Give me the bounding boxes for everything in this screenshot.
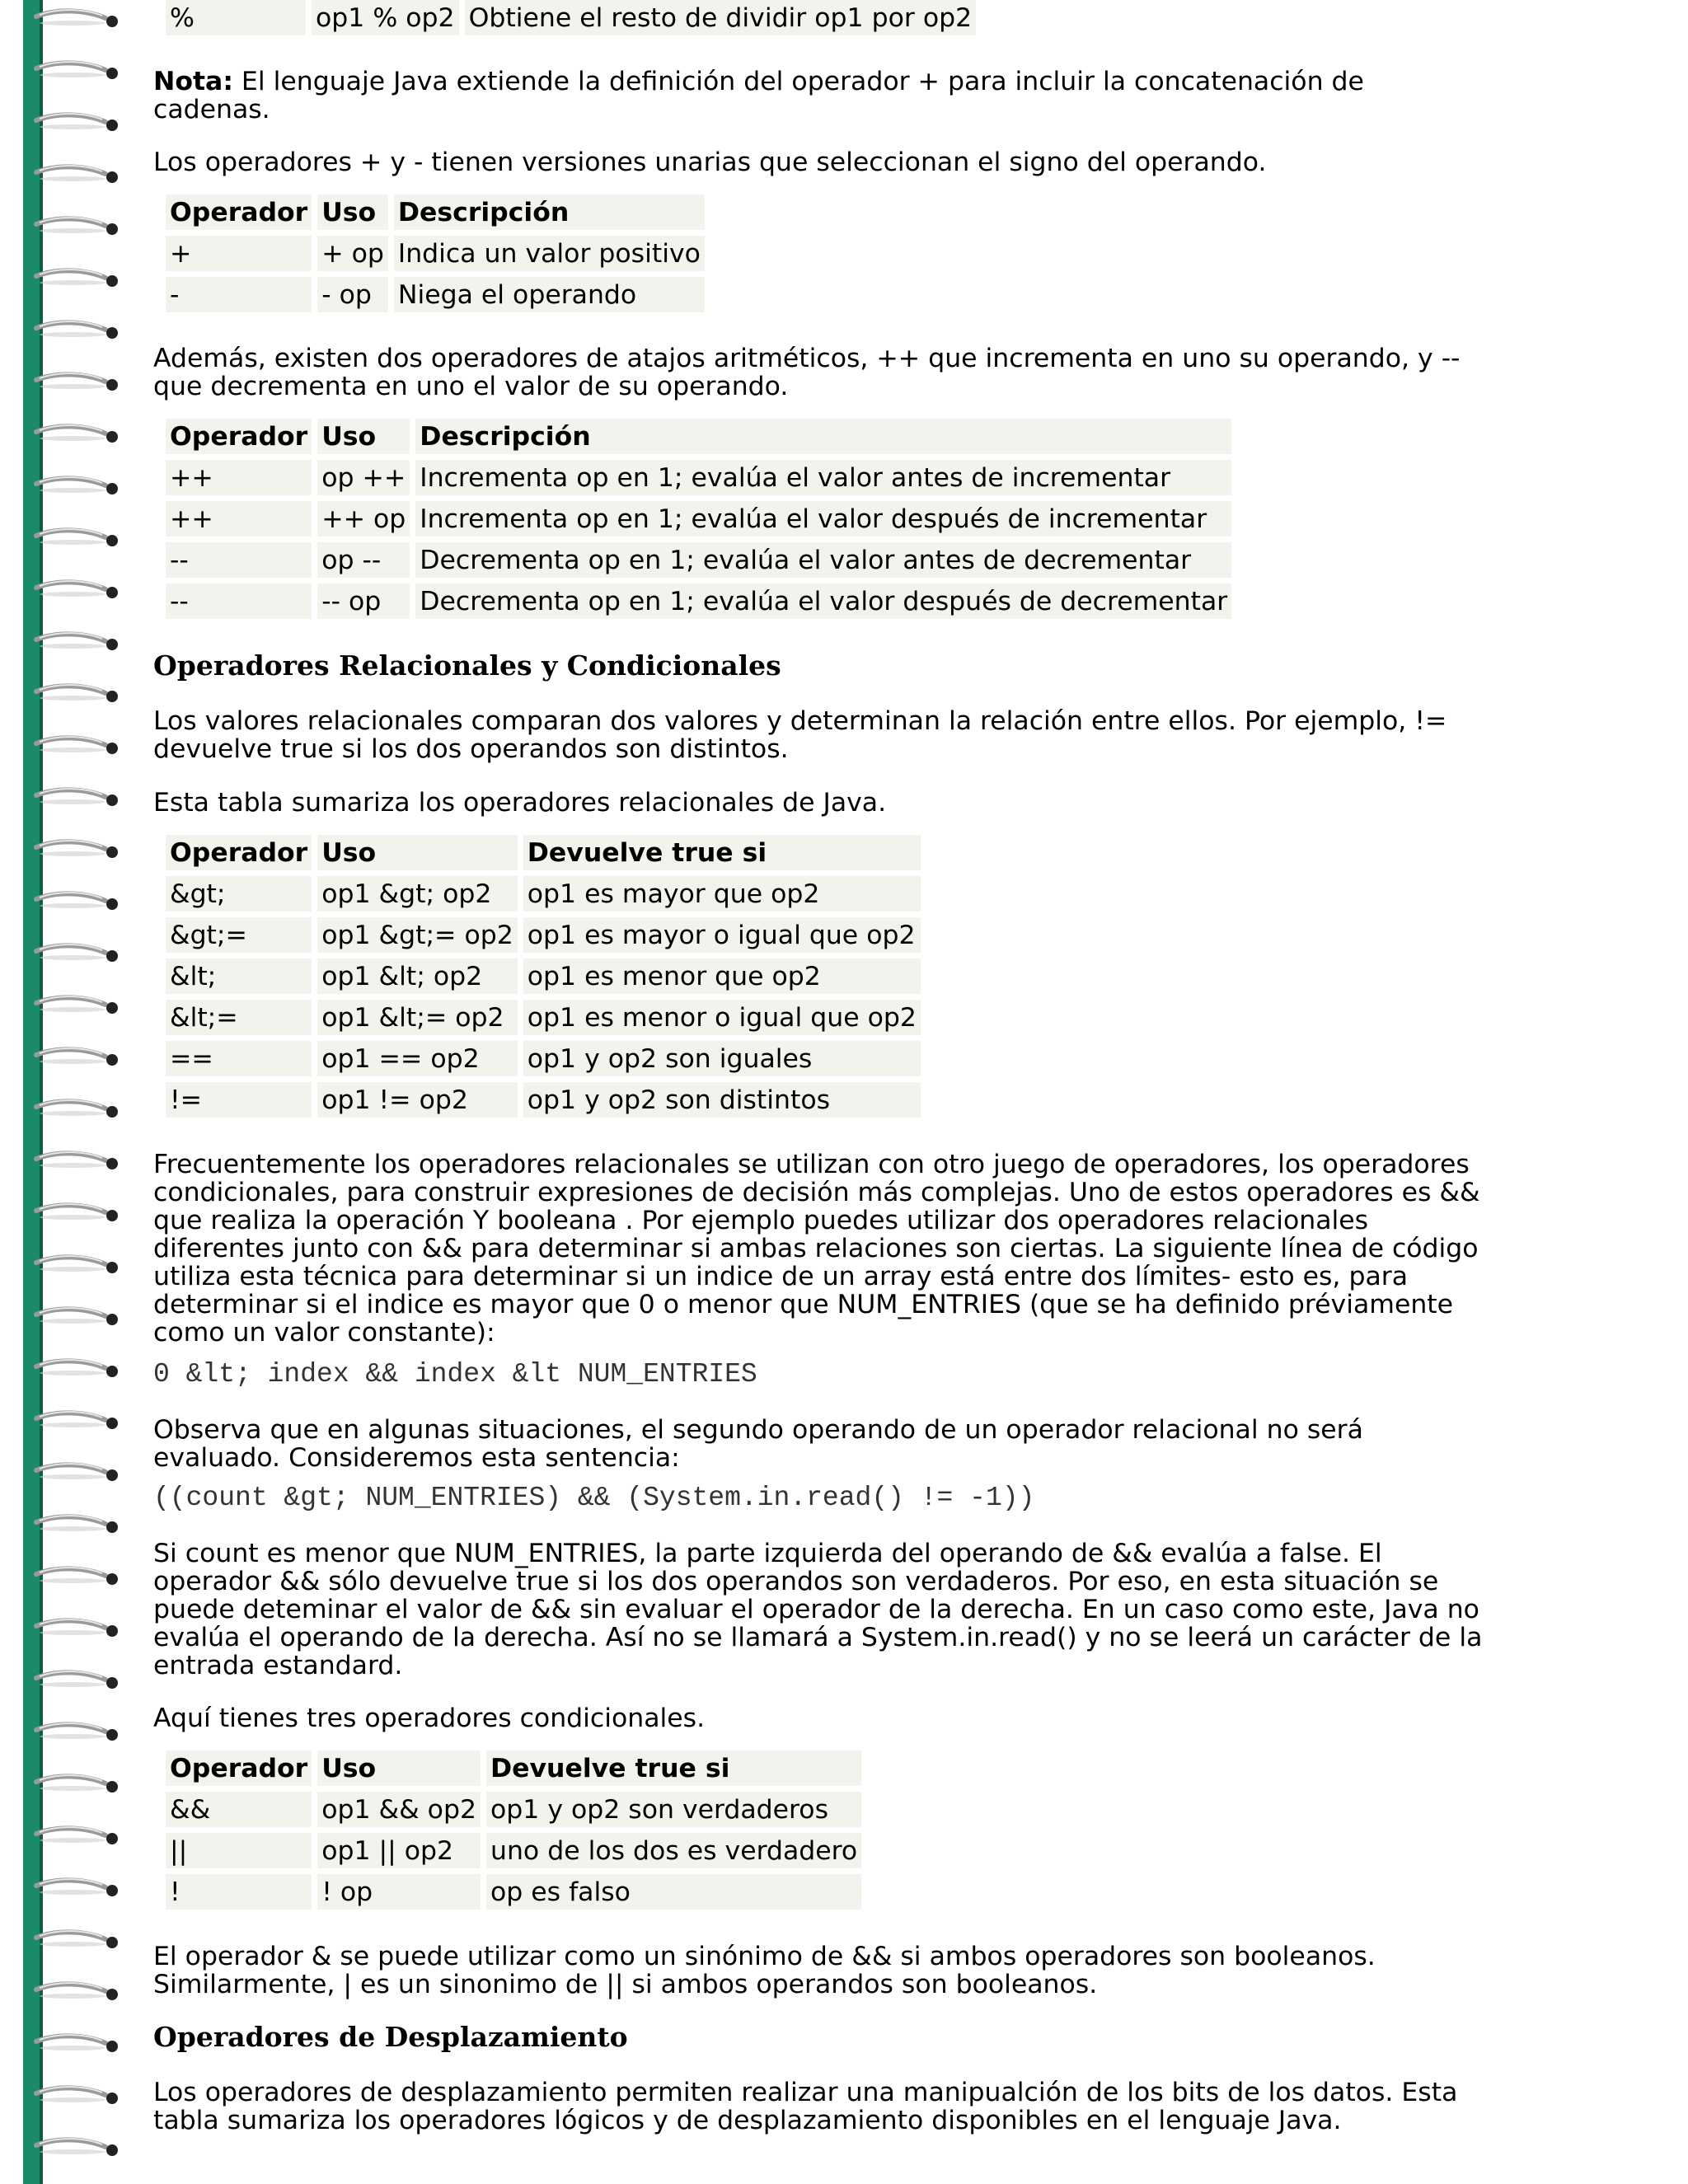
operator-cell: + [166, 236, 312, 271]
usage-cell: op -- [317, 542, 410, 578]
code-snippet-index: 0 &lt; index && index &lt NUM_ENTRIES [153, 1359, 757, 1390]
shortcut-table [160, 413, 1237, 625]
column-header: Descripción [394, 194, 705, 230]
description-cell: Obtiene el resto de dividir op1 por op2 [465, 0, 977, 35]
relational-intro: Los valores relacionales comparan dos valores y determinan la relación entre ellos. Por ejemplo, != devuelve true si los dos operandos son distintos. [153, 706, 1447, 764]
shortcut-intro: Además, existen dos operadores de atajos aritméticos, ++ que incrementa en uno su operando, y -- que decrementa en uno el valor de su operando. [153, 344, 1461, 401]
notebook-spine [0, 0, 132, 2184]
usage-cell: op1 &gt; op2 [317, 876, 518, 912]
column-header: Operador [166, 419, 312, 454]
operator-cell: -- [166, 583, 312, 619]
operator-cell: &lt; [166, 958, 312, 994]
column-header: Uso [317, 419, 410, 454]
usage-cell: op ++ [317, 460, 410, 495]
description-cell: uno de los dos es verdadero [486, 1833, 861, 1868]
table-row [166, 1833, 861, 1868]
operator-cell: &gt; [166, 876, 312, 912]
description-cell: Indica un valor positivo [394, 236, 705, 271]
description-cell: op1 es menor o igual que op2 [523, 1000, 921, 1035]
description-cell: op1 y op2 son verdaderos [486, 1792, 861, 1827]
table-row [166, 0, 976, 35]
table-row [166, 917, 921, 953]
note-label: Nota: [153, 67, 233, 96]
synonym-paragraph: El operador & se puede utilizar como un sinónimo de && si ambos operadores son booleanos. Similarmente, | es un sinonimo de || si ambos operandos son booleanos. [153, 1942, 1376, 1999]
spiral-binding-icon [0, 0, 132, 2184]
relational-table [160, 829, 926, 1123]
note-text: El lenguaje Java extiende la definición del operador + para incluir la concatenación de cadenas. [153, 67, 1364, 124]
usage-cell: op1 &lt;= op2 [317, 1000, 518, 1035]
description-cell: op1 y op2 son distintos [523, 1082, 921, 1118]
conditional-paragraph: Frecuentemente los operadores relacionales se utilizan con otro juego de operadores, los operadores condicionales, para construir expresiones de decisión más complejas. Uno de estos operadores es && que realiza la operación Y booleana . Por ejemplo puedes utilizar dos operadores relacionales diferentes junto con && para determinar si ambas relaciones son ciertas. La siguiente línea de código utiliza esta técnica para determinar si un indice de un array está entre dos límites- esto es, para determinar si el indice es mayor que 0 o menor que NUM_ENTRIES (que se ha definido préviamente como un valor constante): [153, 1150, 1480, 1347]
note-paragraph [153, 68, 1489, 124]
table-header-row [166, 194, 705, 230]
description-cell: Incrementa op en 1; evalúa el valor antes de incrementar [415, 460, 1231, 495]
column-header: Uso [317, 194, 388, 230]
column-header: Operador [166, 835, 312, 870]
relational-summary: Esta tabla sumariza los operadores relacionales de Java. [153, 788, 887, 818]
count-paragraph: Si count es menor que NUM_ENTRIES, la parte izquierda del operando de && evalúa a false. El operador && sólo devuelve true si los dos operandos son verdaderos. Por eso, en esta situación se puede deteminar el valor de && sin evaluar el operador de la derecha. En un caso como este, Java no evalúa el operando de la derecha. Así no se llamará a System.in.read() y no se leerá un carácter de la entrada estandard. [153, 1539, 1483, 1680]
table-row [166, 236, 705, 271]
description-cell: Decrementa op en 1; evalúa el valor después de decrementar [415, 583, 1231, 619]
operator-cell: ! [166, 1874, 312, 1910]
operator-cell: || [166, 1833, 312, 1868]
usage-cell: - op [317, 277, 388, 312]
usage-cell: op1 &lt; op2 [317, 958, 518, 994]
column-header: Devuelve true si [486, 1750, 861, 1786]
description-cell: Niega el operando [394, 277, 705, 312]
description-cell: op1 es menor que op2 [523, 958, 921, 994]
operator-cell: % [166, 0, 306, 35]
table-row [166, 958, 921, 994]
description-cell: op1 es mayor que op2 [523, 876, 921, 912]
table-header-row [166, 419, 1231, 454]
table-row [166, 1792, 861, 1827]
operator-cell: ++ [166, 501, 312, 537]
column-header: Uso [317, 1750, 481, 1786]
column-header: Devuelve true si [523, 835, 921, 870]
modulo-table-row [160, 0, 982, 41]
table-row [166, 1874, 861, 1910]
description-cell: op1 y op2 son iguales [523, 1041, 921, 1076]
operator-cell: && [166, 1792, 312, 1827]
description-cell: op1 es mayor o igual que op2 [523, 917, 921, 953]
usage-cell: op1 && op2 [317, 1792, 481, 1827]
description-cell: Incrementa op en 1; evalúa el valor después de incrementar [415, 501, 1231, 537]
operator-cell: - [166, 277, 312, 312]
unary-intro: Los operadores + y - tienen versiones unarias que seleccionan el signo del operando. [153, 148, 1267, 177]
usage-cell: op1 &gt;= op2 [317, 917, 518, 953]
table-row [166, 460, 1231, 495]
relational-heading: Operadores Relacionales y Condicionales [153, 649, 781, 682]
description-cell: op es falso [486, 1874, 861, 1910]
usage-cell: -- op [317, 583, 410, 619]
table-row [166, 277, 705, 312]
conditional-table [160, 1745, 867, 1915]
description-cell: Decrementa op en 1; evalúa el valor antes de decrementar [415, 542, 1231, 578]
shift-paragraph: Los operadores de desplazamiento permiten realizar una manipualción de los bits de los datos. Esta tabla sumariza los operadores lógicos y de desplazamiento disponibles en el lenguaje Java. [153, 2078, 1458, 2135]
table-header-row [166, 835, 921, 870]
usage-cell: ++ op [317, 501, 410, 537]
usage-cell: op1 != op2 [317, 1082, 518, 1118]
usage-cell: + op [317, 236, 388, 271]
table-row [166, 542, 1231, 578]
usage-cell: op1 == op2 [317, 1041, 518, 1076]
table-row [166, 876, 921, 912]
operator-cell: &lt;= [166, 1000, 312, 1035]
table-row [166, 1082, 921, 1118]
table-row [166, 501, 1231, 537]
table-row [166, 1041, 921, 1076]
operator-cell: ++ [166, 460, 312, 495]
table-row [166, 583, 1231, 619]
table-header-row [166, 1750, 861, 1786]
operator-cell: != [166, 1082, 312, 1118]
code-snippet-count: ((count &gt; NUM_ENTRIES) && (System.in.read() != -1)) [153, 1483, 1035, 1513]
usage-cell: op1 % op2 [312, 0, 459, 35]
column-header: Operador [166, 194, 312, 230]
shift-heading: Operadores de Desplazamiento [153, 2021, 628, 2053]
operator-cell: &gt;= [166, 917, 312, 953]
column-header: Descripción [415, 419, 1231, 454]
unary-table [160, 189, 710, 318]
usage-cell: op1 || op2 [317, 1833, 481, 1868]
operator-cell: == [166, 1041, 312, 1076]
column-header: Operador [166, 1750, 312, 1786]
usage-cell: ! op [317, 1874, 481, 1910]
table-row [166, 1000, 921, 1035]
column-header: Uso [317, 835, 518, 870]
operator-cell: -- [166, 542, 312, 578]
observe-paragraph: Observa que en algunas situaciones, el segundo operando de un operador relacional no será evaluado. Consideremos esta sentencia: [153, 1415, 1363, 1473]
three-conditionals-intro: Aquí tienes tres operadores condicionales. [153, 1704, 706, 1733]
